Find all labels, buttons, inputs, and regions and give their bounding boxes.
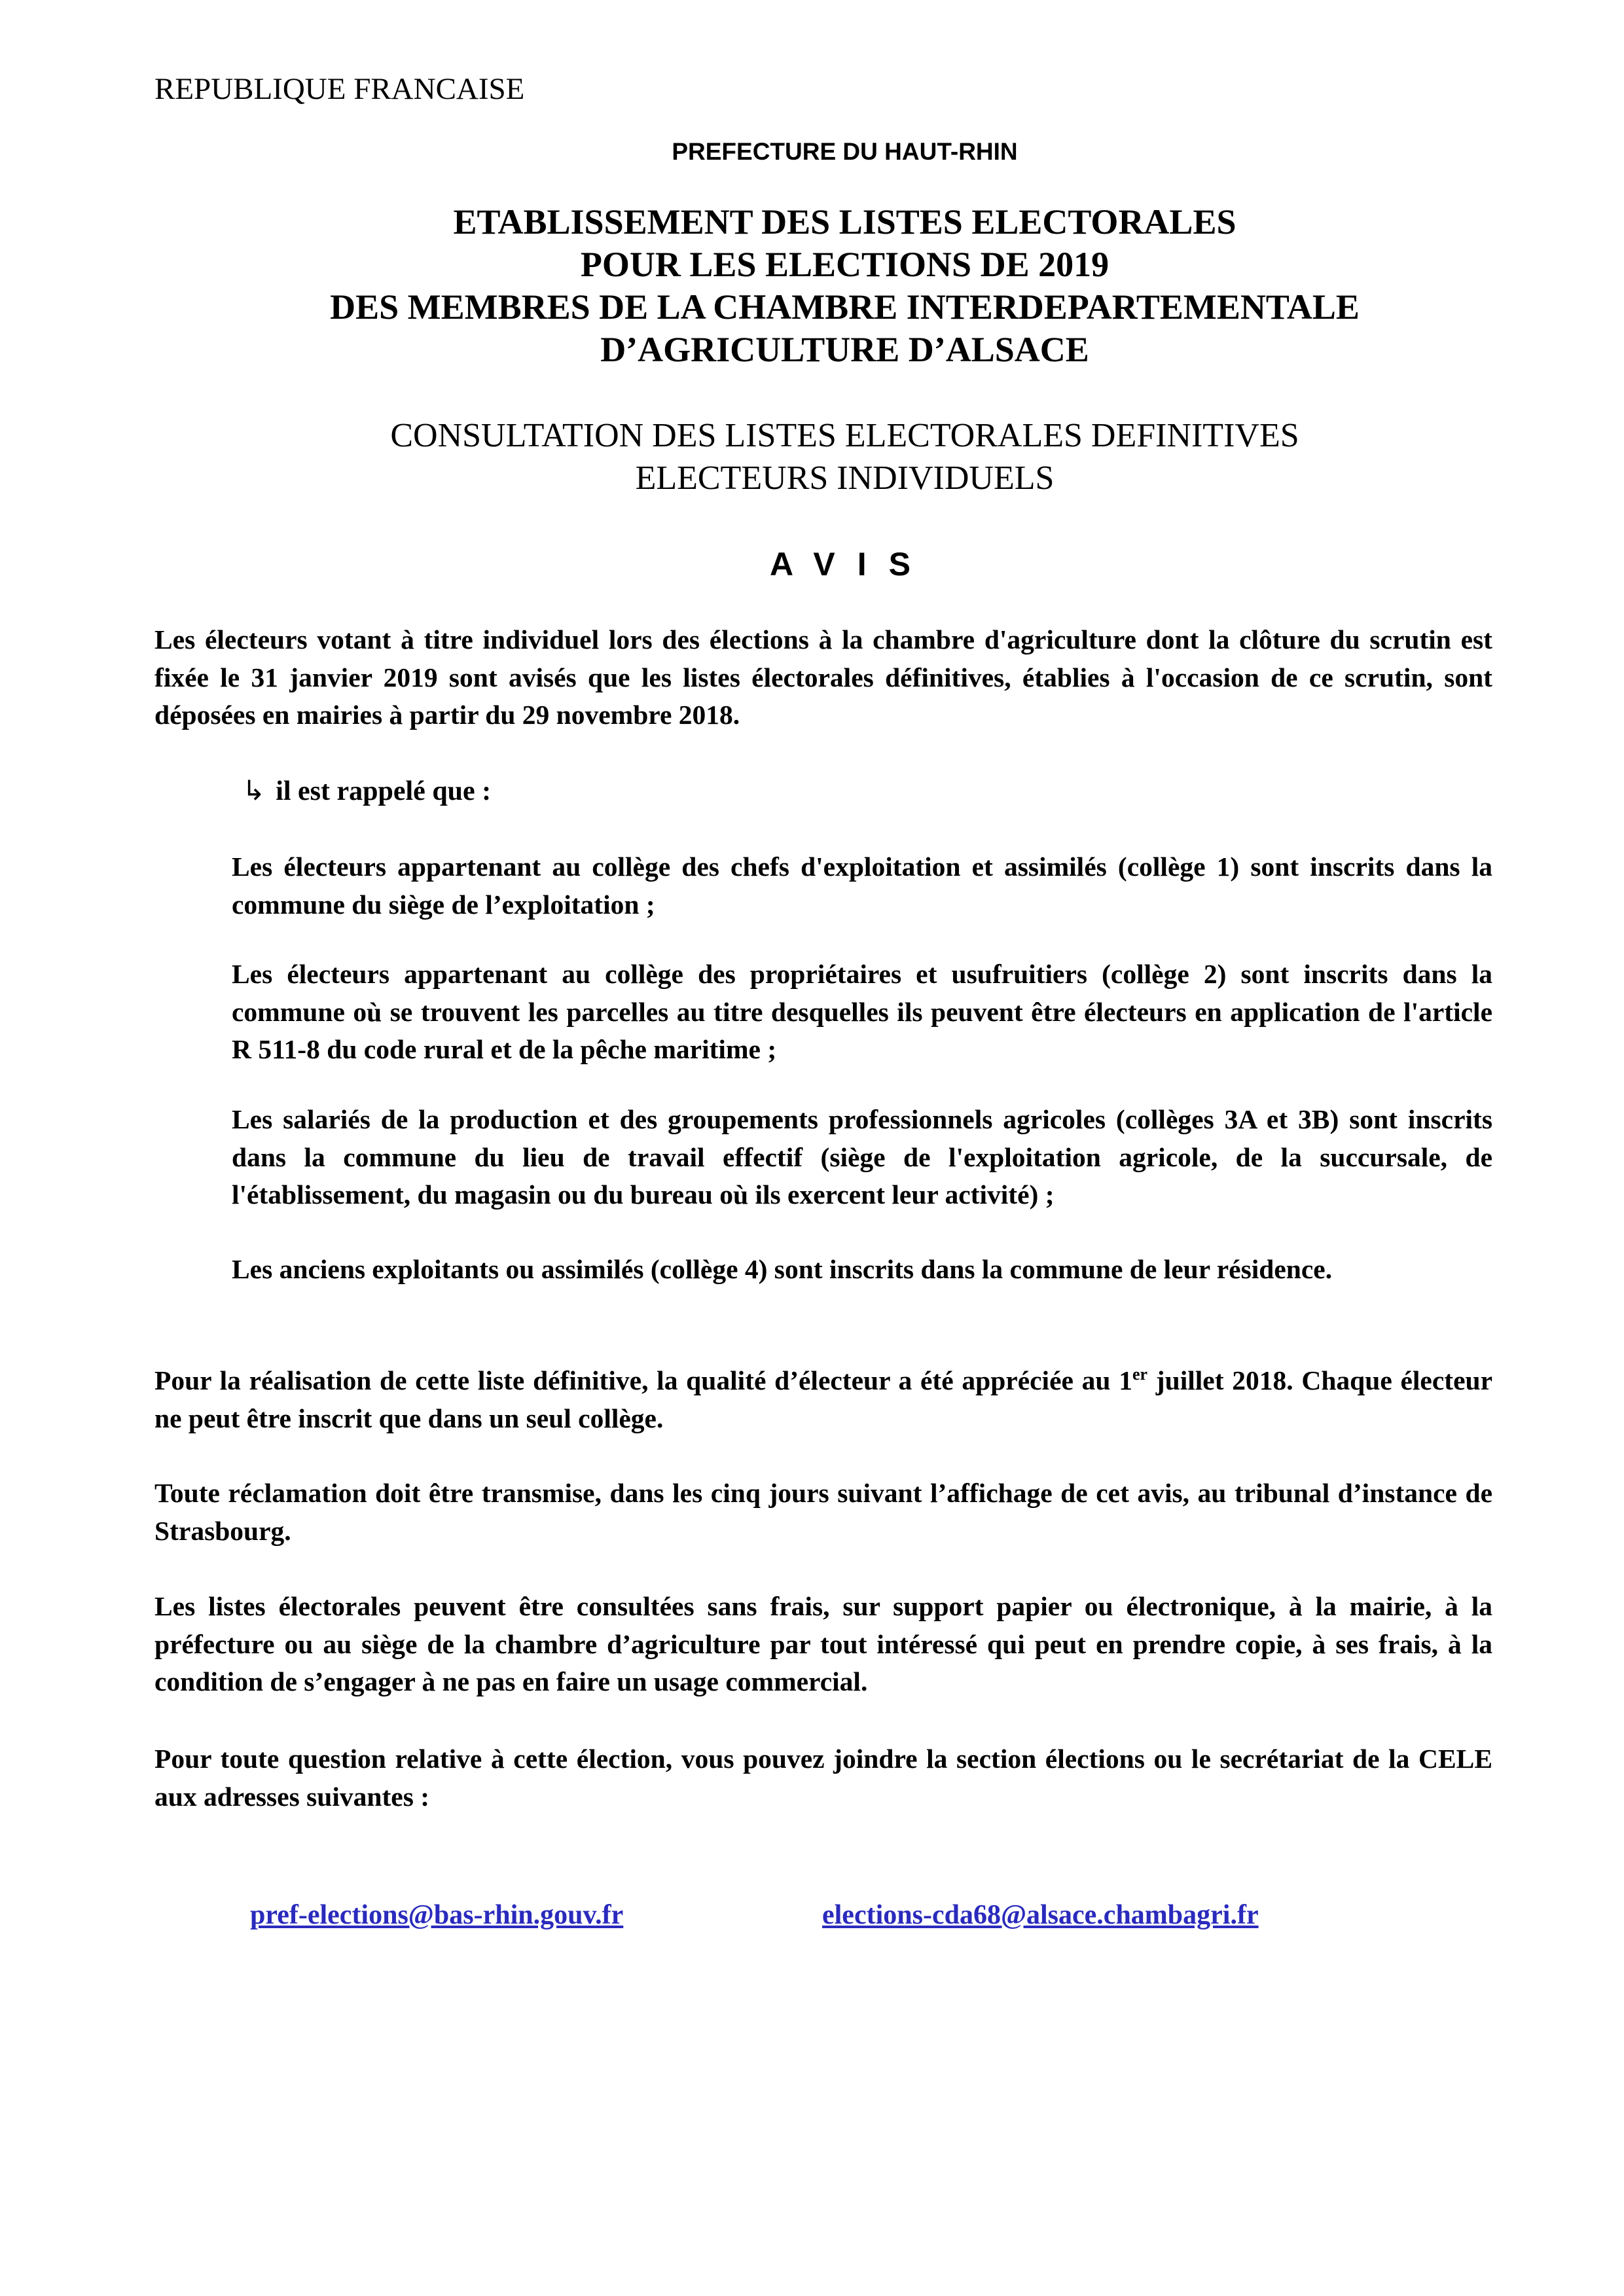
intro-paragraph: Les électeurs votant à titre individuel lors des élections à la chambre d'agriculture dont la clôture du scrutin est fixée le 31 janvier 2019 sont avisés que les listes électorales définitives, établies à l'occasion de ce scrutin, sont déposées en mairies à partir du 29 novembre 2018. bbox=[154, 624, 1492, 730]
college-1-paragraph: Les électeurs appartenant au collège des chefs d'exploitation et assimilés (collège 1) sont inscrits dans la commune du siège de l’exploitation ; bbox=[232, 852, 1492, 920]
document-title bbox=[0, 201, 1624, 371]
question-paragraph: Pour toute question relative à cette élection, vous pouvez joindre la section élections ou le secrétariat de la CELE aux adresses suivantes : bbox=[154, 1744, 1492, 1812]
college-4-paragraph: Les anciens exploitants ou assimilés (collège 4) sont inscrits dans la commune de leur résidence. bbox=[232, 1254, 1333, 1284]
chambre-email-link[interactable]: elections-cda68@alsace.chambagri.fr bbox=[822, 1900, 1259, 1930]
prefecture-email-link[interactable]: pref-elections@bas-rhin.gouv.fr bbox=[250, 1900, 624, 1930]
consultation-paragraph: Les listes électorales peuvent être consultées sans frais, sur support papier ou électronique, à la mairie, à la préfecture ou au siège de la chambre d’agriculture par tout intéressé qui peut en prendre copie, à ses frais, à la condition de s’engager à ne pas en faire un usage commercial. bbox=[154, 1591, 1492, 1696]
rappel-text: il est rappelé que : bbox=[276, 776, 492, 806]
arrow-icon: ↳ bbox=[242, 774, 266, 806]
rappel-line bbox=[242, 771, 491, 811]
title-line: D’AGRICULTURE D’ALSACE bbox=[600, 330, 1089, 369]
title-line: ETABLISSEMENT DES LISTES ELECTORALES bbox=[453, 202, 1236, 242]
prefecture-header: PREFECTURE DU HAUT-RHIN bbox=[672, 138, 1018, 165]
qualite-text: Pour la réalisation de cette liste définitive, la qualité d’électeur a été appréciée au 1 bbox=[154, 1365, 1132, 1395]
subtitle-line: CONSULTATION DES LISTES ELECTORALES DEFINITIVES bbox=[390, 417, 1299, 454]
title-line: DES MEMBRES DE LA CHAMBRE INTERDEPARTEMENTALE bbox=[330, 287, 1360, 327]
document-subtitle bbox=[0, 414, 1624, 499]
reclamation-paragraph: Toute réclamation doit être transmise, dans les cinq jours suivant l’affichage de cet avis, au tribunal d’instance de Strasbourg. bbox=[154, 1478, 1492, 1546]
title-line: POUR LES ELECTIONS DE 2019 bbox=[580, 245, 1110, 284]
college-3-paragraph: Les salariés de la production et des groupements professionnels agricoles (collèges 3A et 3B) sont inscrits dans la commune du lieu de travail effectif (siège de l'exploitation agricole, de la succursale, de l'établissement, du magasin ou du bureau où ils exercent leur activité) ; bbox=[232, 1104, 1492, 1210]
college-2-paragraph: Les électeurs appartenant au collège des propriétaires et usufruitiers (collège 2) sont inscrits dans la commune où se trouvent les parcelles au titre desquelles ils peuvent être électeurs en application de l'article R 511-8 du code rural et de la pêche maritime ; bbox=[232, 959, 1492, 1064]
avis-heading: AVIS bbox=[770, 546, 933, 583]
qualite-superscript: er bbox=[1132, 1365, 1148, 1384]
qualite-text-end: juillet 2018. Chaque électeur ne peut être inscrit que dans un seul collège. bbox=[154, 1365, 1493, 1433]
qualite-paragraph bbox=[154, 1362, 1492, 1437]
subtitle-line: ELECTEURS INDIVIDUELS bbox=[635, 459, 1055, 497]
republique-header: REPUBLIQUE FRANCAISE bbox=[154, 72, 525, 106]
